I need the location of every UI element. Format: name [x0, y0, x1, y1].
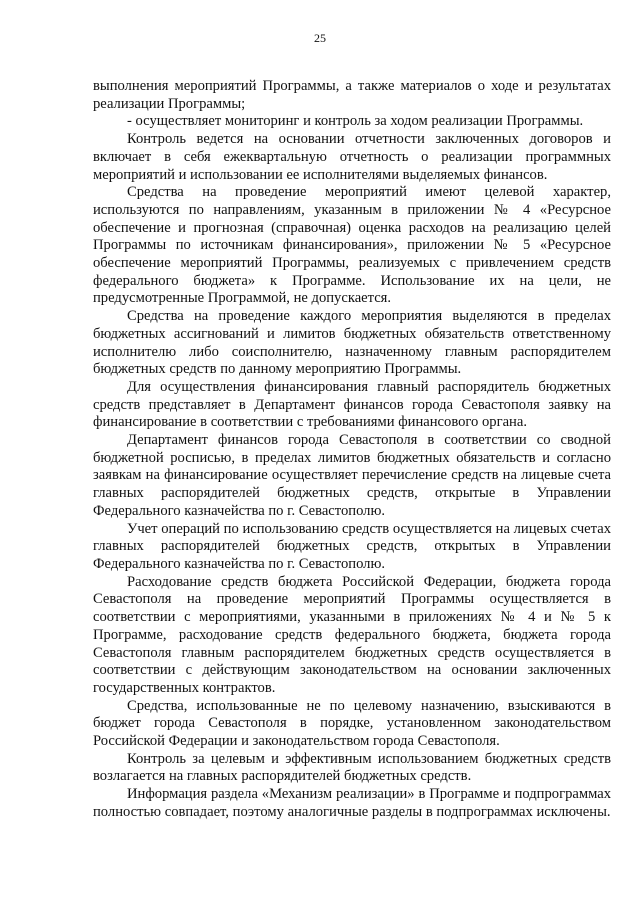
- paragraph-finance-department: Департамент финансов города Севастополя в соответствии со сводной бюджетной росписью, в пределах лимитов бюджетных обязательств и согласно заявкам на финансирование осуществляет перечисление средств на лицевые счета главных распорядителей бюджетных средств, открытые в Управлении Федерального казначейства по г. Севастополю.: [93, 432, 611, 519]
- paragraph-funds-purpose: Средства на проведение мероприятий имеют целевой характер, используются по направлениям, указанным в приложении № 4 «Ресурсное обеспечение и прогнозная (справочная) оценка расходов на реализацию целей Программы по источникам финансирования», приложении № 5 «Ресурсное обеспечение мероприятий Программы, реализуемых с привлечением средств федерального бюджета» к Программе. Использование их на цели, не предусмотренные Программой, не допускается.: [93, 184, 611, 307]
- page-number: 25: [314, 31, 326, 45]
- paragraph-section-info: Информация раздела «Механизм реализации» в Программе и подпрограммах полностью совпадает, поэтому аналогичные разделы в подпрограммах исключены.: [93, 786, 611, 820]
- paragraph-accounting: Учет операций по использованию средств осуществляется на лицевых счетах главных распорядителей бюджетных средств, открытых в Управлении Федерального казначейства по г. Севастополю.: [93, 520, 611, 572]
- paragraph-spending: Расходование средств бюджета Российской Федерации, бюджета города Севастополя на проведение мероприятий Программы осуществляется в соответствии с мероприятиями, указанными в приложениях № 4 и № 5 к Программе, расходование средств федерального бюджета, бюджета города Севастополя главным распорядителем бюджетных средств осуществляется в соответствии с действующим законодательством на основании заключенных государственных контрактов.: [93, 573, 611, 696]
- document-body: [93, 78, 611, 822]
- paragraph-control: Контроль ведется на основании отчетности заключенных договоров и включает в себя ежеквартальную отчетность о реализации программных мероприятий и использовании ее исполнителями выделяемых финансов.: [93, 131, 611, 183]
- paragraph-responsibility: Контроль за целевым и эффективным использованием бюджетных средств возлагается на главных распорядителей бюджетных средств.: [93, 750, 611, 785]
- paragraph-funds-allocation: Средства на проведение каждого мероприятия выделяются в пределах бюджетных ассигнований и лимитов бюджетных обязательств ответственному исполнителю либо соисполнителю, назначенному главным распорядителем бюджетных средств по данному мероприятию Программы.: [93, 308, 611, 378]
- paragraph-continuation: выполнения мероприятий Программы, а также материалов о ходе и результатах реализации Программы;: [93, 78, 611, 112]
- paragraph-financing-request: Для осуществления финансирования главный распорядитель бюджетных средств представляет в Департамент финансов города Севастополя заявку на финансирование в соответствии с требованиями финансового органа.: [93, 378, 611, 431]
- paragraph-monitoring: - осуществляет мониторинг и контроль за ходом реализации Программы.: [127, 113, 584, 130]
- paragraph-misuse: Средства, использованные не по целевому назначению, взыскиваются в бюджет города Севастополя в порядке, установленном законодательством Российской Федерации и законодательством города Севастополя.: [93, 697, 611, 750]
